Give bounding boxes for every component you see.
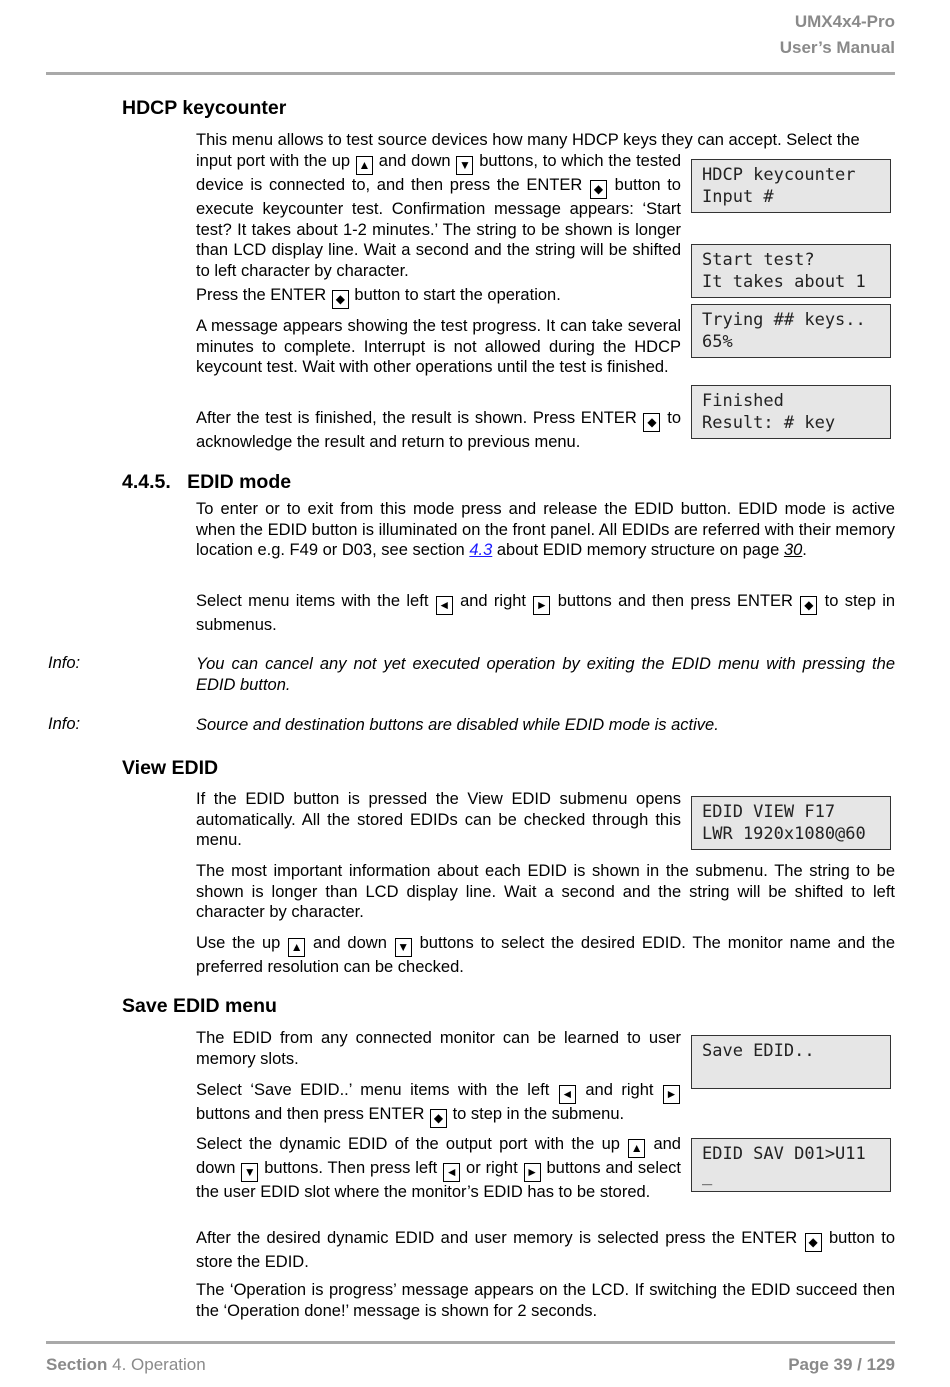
- hdcp-p1-line1: This menu allows to test source devices how many HDCP keys they can accept. Select the: [196, 131, 860, 149]
- edid-mode-p1: To enter or to exit from this mode press and release the EDID button. EDID mode is active when the EDID button is illuminated on the front panel. All EDIDs are referred with their memory location e.g. F49 or D03, see section 4.3 about EDID memory structure on page 30.: [196, 500, 895, 559]
- right-key-icon: ►: [524, 1163, 541, 1182]
- enter-key-icon: ◆: [805, 1233, 822, 1252]
- edid-mode-title: 4.4.5. EDID mode: [122, 471, 292, 493]
- page-link[interactable]: 30: [783, 541, 803, 559]
- enter-key-icon: ◆: [643, 413, 660, 432]
- right-key-icon: ►: [533, 596, 550, 615]
- info1-label: Info:: [48, 654, 81, 672]
- view-edid-p3: Use the up ▲ and down ▼ buttons to select the desired EDID. The monitor name and the preferred resolution can be checked.: [196, 934, 895, 976]
- header-manual: User’s Manual: [779, 38, 895, 57]
- hdcp-p1: input port with the up ▲ and down ▼ buttons, to which the tested device is connected to, and then press the ENTER ◆ button to execute keycounter test. Confirmation message appears: ‘Start test? It takes about 1-2 minutes.’ The string to be shown is longer than LCD display line. Wait a second and the string will be shifted to left character by character.: [196, 152, 682, 280]
- lcd-start-test: Start test? It takes about 1: [691, 244, 891, 298]
- lcd-edid-view: EDID VIEW F17 LWR 1920x1080@60: [691, 796, 891, 850]
- footer-page: Page 39 / 129: [788, 1355, 895, 1374]
- lcd-edid-sav: EDID SAV D01>U11 _: [691, 1138, 891, 1192]
- lcd-hdcp-input: HDCP keycounter Input #: [691, 159, 891, 213]
- save-edid-title: Save EDID menu: [122, 995, 277, 1017]
- up-key-icon: ▲: [356, 156, 373, 175]
- down-key-icon: ▼: [456, 156, 473, 175]
- header-rule: [46, 72, 895, 75]
- view-edid-p2: The most important information about each EDID is shown in the submenu. The string to be shown is longer than LCD display line. Wait a second and the string will be shifted to left character by character.: [196, 862, 895, 921]
- footer-rule: [46, 1341, 895, 1344]
- save-edid-p2: Select ‘Save EDID..’ menu items with the left ◄ and right ► buttons and then press ENTER ◆ to step in the submenu.: [196, 1080, 681, 1128]
- edid-mode-p2: Select menu items with the left ◄ and right ► buttons and then press ENTER ◆ to step in submenus.: [196, 592, 896, 634]
- save-edid-p3: Select the dynamic EDID of the output port with the up ▲ and down ▼ buttons. Then press left ◄ or right ► buttons and select the user EDID slot where the monitor’s EDID has to be stored.: [196, 1135, 682, 1201]
- lcd-save-edid: Save EDID..: [691, 1035, 891, 1089]
- up-key-icon: ▲: [288, 938, 305, 957]
- save-edid-p4: After the desired dynamic EDID and user memory is selected press the ENTER ◆ button to store the EDID.: [196, 1229, 895, 1271]
- header-product: UMX4x4-Pro: [794, 12, 895, 31]
- left-key-icon: ◄: [443, 1163, 460, 1182]
- info2-label: Info:: [48, 715, 81, 733]
- enter-key-icon: ◆: [590, 180, 607, 199]
- view-edid-title: View EDID: [122, 757, 219, 779]
- left-key-icon: ◄: [559, 1085, 576, 1104]
- left-key-icon: ◄: [436, 596, 453, 615]
- down-key-icon: ▼: [241, 1163, 258, 1182]
- enter-key-icon: ◆: [430, 1109, 447, 1128]
- down-key-icon: ▼: [395, 938, 412, 957]
- footer-section: Section 4. Operation: [46, 1355, 206, 1374]
- hdcp-p2: Press the ENTER ◆ button to start the operation.: [196, 285, 681, 309]
- hdcp-title: HDCP keycounter: [122, 97, 287, 119]
- save-edid-p1: The EDID from any connected monitor can be learned to user memory slots.: [196, 1029, 681, 1068]
- section-link[interactable]: 4.3: [469, 541, 493, 559]
- info1-text: You can cancel any not yet executed operation by exiting the EDID menu with pressing the EDID button.: [196, 655, 895, 694]
- lcd-trying-keys: Trying ## keys.. 65%: [691, 304, 891, 358]
- view-edid-p1: If the EDID button is pressed the View EDID submenu opens automatically. All the stored EDIDs can be checked through this menu.: [196, 790, 681, 849]
- enter-key-icon: ◆: [332, 290, 349, 309]
- lcd-finished: Finished Result: # key: [691, 385, 891, 439]
- hdcp-p3: A message appears showing the test progress. It can take several minutes to complete. Interrupt is not allowed during the HDCP keycount test. Wait with other operations until the test is finished.: [196, 317, 681, 376]
- up-key-icon: ▲: [628, 1139, 645, 1158]
- hdcp-p4: After the test is finished, the result is shown. Press ENTER ◆ to acknowledge the result and return to previous menu.: [196, 409, 681, 451]
- info2-text: Source and destination buttons are disabled while EDID mode is active.: [196, 716, 719, 734]
- enter-key-icon: ◆: [800, 596, 817, 615]
- save-edid-p5: The ‘Operation is progress’ message appears on the LCD. If switching the EDID succeed then the ‘Operation done!’ message is shown for 2 seconds.: [196, 1281, 895, 1320]
- right-key-icon: ►: [663, 1085, 680, 1104]
